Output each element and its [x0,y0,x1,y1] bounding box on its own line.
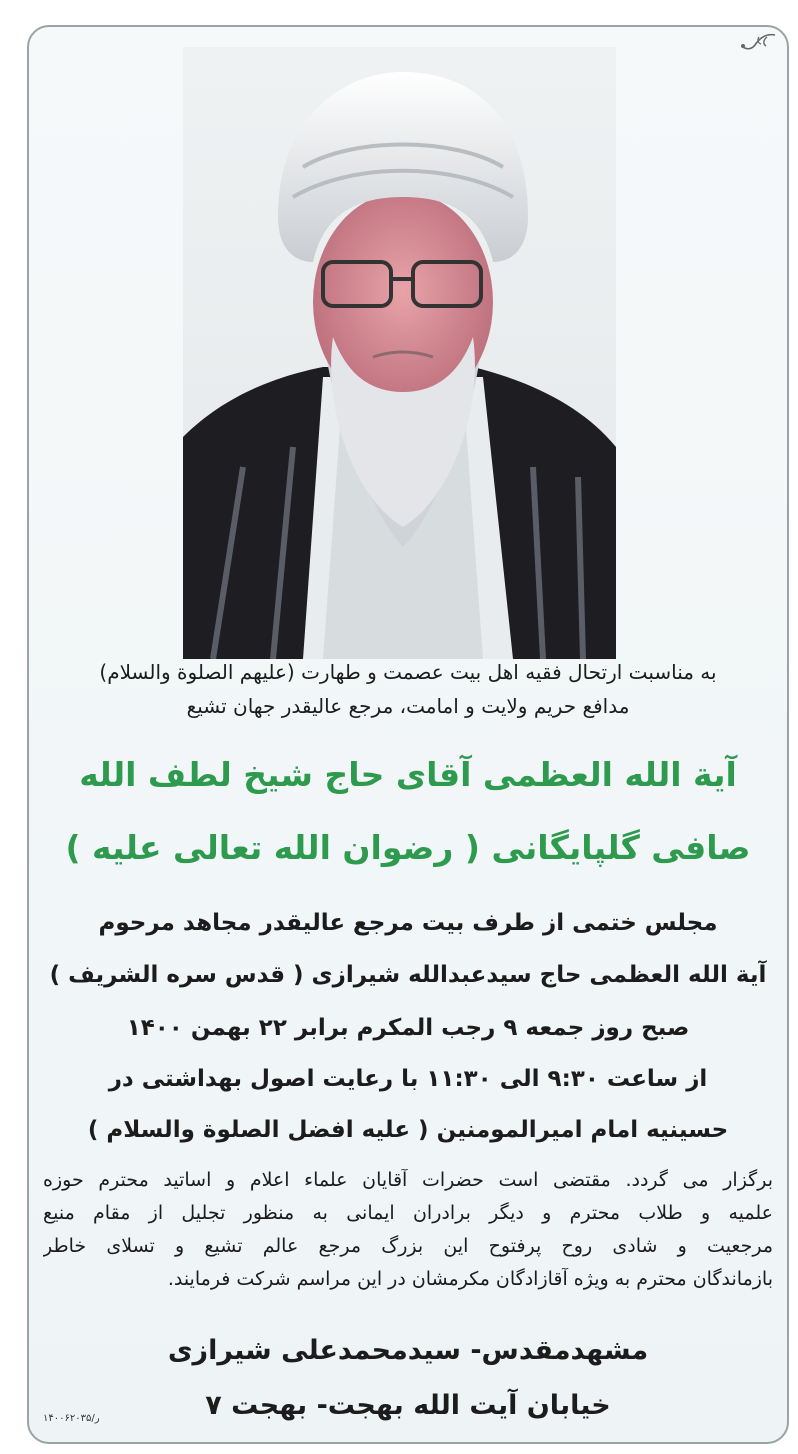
ad-code: ۱۴۰۰۶۲۰۳۵/ر [43,1413,100,1424]
ceremony-line-1: مجلس ختمی از طرف بیت مرجع عالیقدر مجاهد مرحوم [98,910,718,936]
ceremony-date-line: صبح روز جمعه ۹ رجب المکرم برابر ۲۲ بهمن ۱۴۰۰ [126,1015,690,1041]
corner-ornament-icon [737,31,777,53]
body-paragraph-line-4: بازماندگان محترم به ویژه آقازادگان مکرمشان در این مراسم شرکت فرمایند. [167,1268,773,1290]
address-line-2: خیابان آیت الله بهجت- بهجت ۷ [205,1390,611,1421]
intro-line-2: مدافع حریم ولایت و امامت، مرجع عالیقدر جهان تشیع [186,694,630,718]
ceremony-line-2: آیة الله العظمی حاج سیدعبدالله شیرازی ( قدس سره الشریف ) [49,962,767,988]
body-paragraph-line-1: برگزار می گردد. مقتضی است حضرات آقایان علماء اعلام و اساتید محترم حوزه [43,1169,773,1191]
portrait-photo [183,47,616,659]
body-paragraph-line-2: علمیه و طلاب محترم و دیگر برادران ایمانی به منظور تجلیل از مقام منیع [43,1202,773,1224]
announcement-frame [27,25,789,1444]
deceased-name-line-2: صافی گلپایگانی ( رضوان الله تعالی علیه ) [65,828,751,867]
address-line-1: مشهدمقدس- سیدمحمدعلی شیرازی [167,1335,649,1366]
ceremony-time-line: از ساعت ۹:۳۰ الی ۱۱:۳۰ با رعایت اصول بهداشتی در [108,1066,708,1092]
deceased-name-line-1: آیة الله العظمی آقای حاج شیخ لطف الله [79,755,737,794]
body-paragraph-line-3: مرجعیت و شادی روح پرفتوح این بزرگ مرجع عالم تشیع و تسلای خاطر [43,1235,773,1257]
intro-line-1: به مناسبت ارتحال فقیه اهل بیت عصمت و طهارت (علیهم الصلوة والسلام) [99,660,717,684]
ceremony-venue-line: حسینیه امام امیرالمومنین ( علیه افضل الصلوة والسلام ) [87,1117,729,1143]
